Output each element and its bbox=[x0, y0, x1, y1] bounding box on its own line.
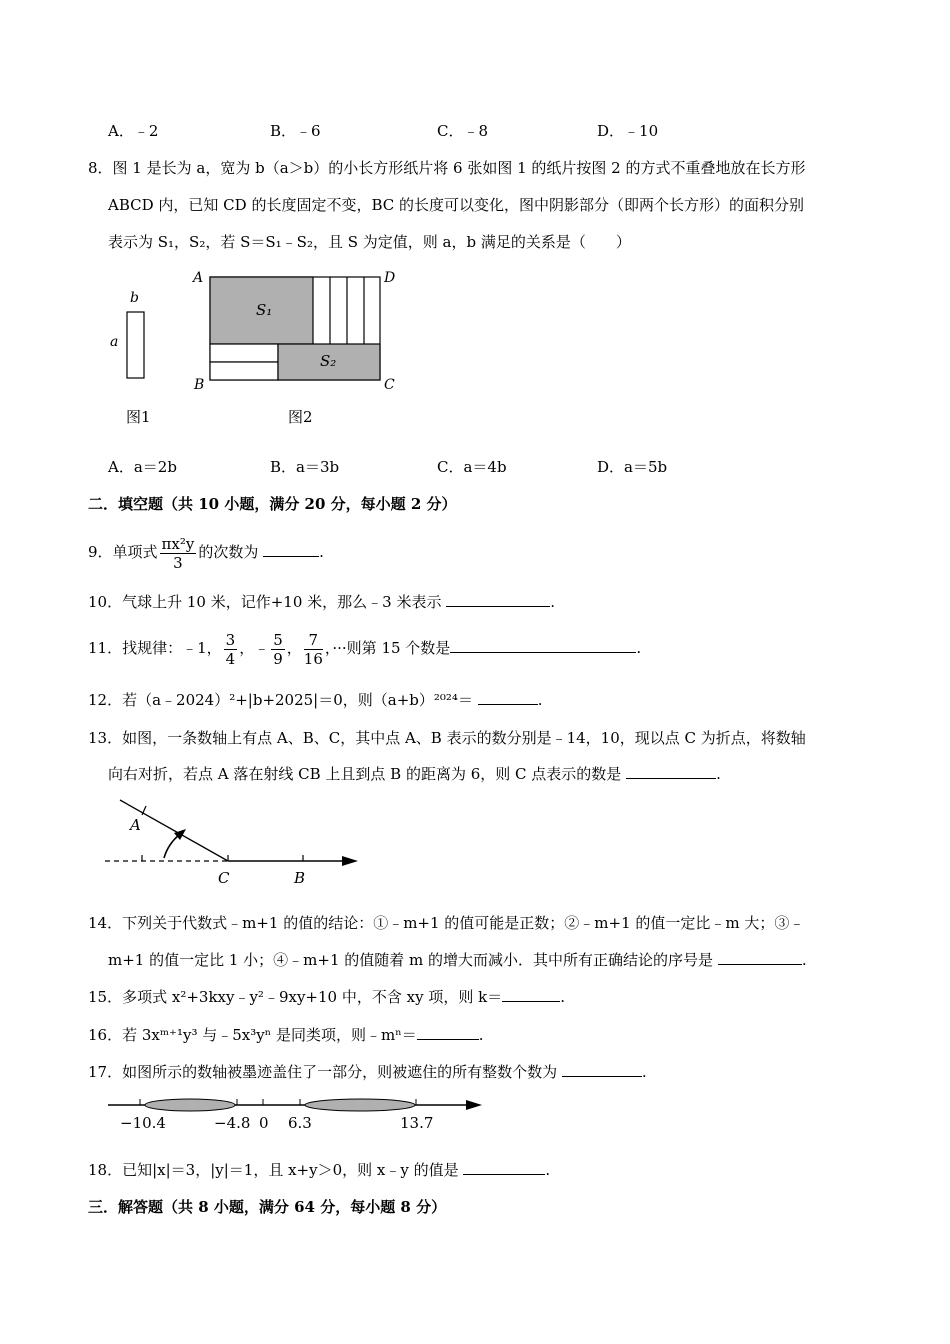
tick-label-neg4-8: −4.8 bbox=[214, 1114, 251, 1132]
q8-line1: 8．图 1 是长为 a，宽为 b（a＞b）的小长方形纸片将 6 张如图 1 的纸片按图 2 的方式不重叠地放在长方形 bbox=[88, 159, 806, 177]
fig1-label: 图1 bbox=[126, 408, 151, 426]
fig2-label: 图2 bbox=[288, 408, 313, 426]
q18: 18．已知|x|＝3，|y|＝1，且 x+y＞0，则 x﹣y 的值是 . bbox=[88, 1161, 551, 1179]
q17-blank[interactable] bbox=[562, 1062, 642, 1077]
q15: 15．多项式 x²+3kxy﹣y²﹣9xy+10 中，不含 xy 项，则 k＝ . bbox=[88, 988, 565, 1006]
q14-line2: m+1 的值一定比 1 小；④﹣m+1 的值随着 m 的增大而减小．其中所有正确结论的序号是 . bbox=[108, 951, 807, 969]
q8-line3: 表示为 S₁，S₂，若 S＝S₁﹣S₂，且 S 为定值，则 a，b 满足的关系是（ ） bbox=[108, 233, 631, 251]
q14-blank[interactable] bbox=[718, 950, 802, 965]
tick-label-0: 0 bbox=[259, 1114, 269, 1132]
q13-figure bbox=[100, 792, 370, 892]
q8-figure bbox=[100, 262, 420, 432]
tick-label-neg10-4: −10.4 bbox=[120, 1114, 166, 1132]
tick-label-6-3: 6.3 bbox=[288, 1114, 312, 1132]
q7-option-a: A．﹣2 bbox=[108, 122, 159, 140]
section-2-heading: 二．填空题（共 10 小题，满分 20 分，每小题 2 分） bbox=[88, 495, 457, 513]
fig2-D: D bbox=[384, 270, 396, 286]
q8-option-b: B．a＝3b bbox=[270, 458, 340, 476]
q7-option-d: D．﹣10 bbox=[597, 122, 659, 140]
q17: 17．如图所示的数轴被墨迹盖住了一部分，则被遮住的所有整数个数为 . bbox=[88, 1063, 647, 1081]
fig2-C: C bbox=[384, 377, 395, 393]
q8-option-c: C．a＝4b bbox=[437, 458, 507, 476]
q7-option-c: C．﹣8 bbox=[437, 122, 489, 140]
q18-blank[interactable] bbox=[463, 1160, 545, 1175]
q16: 16．若 3xᵐ⁺¹y³ 与﹣5x³yⁿ 是同类项，则﹣mⁿ＝ . bbox=[88, 1026, 484, 1044]
q12: 12．若（a﹣2024）²+|b+2025|＝0，则（a+b）²⁰²⁴＝ . bbox=[88, 691, 543, 709]
q13-line2: 向右对折，若点 A 落在射线 CB 上且到点 B 的距离为 6，则 C 点表示的数是 . bbox=[108, 765, 721, 783]
q13-C: C bbox=[218, 869, 230, 887]
ink-blot-left bbox=[145, 1099, 235, 1111]
fig1-a-label: a bbox=[110, 334, 119, 350]
q12-blank[interactable] bbox=[478, 690, 538, 705]
q16-blank[interactable] bbox=[417, 1025, 479, 1040]
ink-blot-right bbox=[305, 1099, 415, 1111]
q11-blank[interactable] bbox=[450, 638, 636, 653]
fig2-A: A bbox=[193, 270, 204, 286]
section-3-heading: 三．解答题（共 8 小题，满分 64 分，每小题 8 分） bbox=[88, 1198, 447, 1216]
q8-option-d: D．a＝5b bbox=[597, 458, 668, 476]
q13-blank[interactable] bbox=[626, 764, 716, 779]
S2-label: S₂ bbox=[320, 352, 337, 370]
q13-B: B bbox=[294, 869, 306, 887]
q9-blank[interactable] bbox=[263, 542, 319, 557]
fig1-b-label: b bbox=[130, 290, 139, 306]
fig1-rect bbox=[127, 312, 144, 378]
fig2-B: B bbox=[194, 377, 205, 393]
q14-line1: 14．下列关于代数式﹣m+1 的值的结论：①﹣m+1 的值可能是正数；②﹣m+1 的值一定比﹣m 大；③﹣ bbox=[88, 914, 805, 932]
q8-line2: ABCD 内，已知 CD 的长度固定不变，BC 的长度可以变化，图中阴影部分（即两个长方形）的面积分别 bbox=[108, 196, 804, 214]
q8-option-a: A．a＝2b bbox=[108, 458, 177, 476]
q13-line1: 13．如图，一条数轴上有点 A、B、C，其中点 A、B 表示的数分别是﹣14，10，现以点 C 为折点，将数轴 bbox=[88, 729, 806, 747]
q10-blank[interactable] bbox=[446, 592, 550, 607]
q17-number-line bbox=[100, 1090, 500, 1140]
q7-option-b: B．﹣6 bbox=[270, 122, 321, 140]
q9: 9．单项式 $\frac{\text{πx²y}}{3}$ 的次数为 . bbox=[88, 534, 324, 572]
q10: 10．气球上升 10 米，记作+10 米，那么﹣3 米表示 . bbox=[88, 593, 556, 611]
q15-blank[interactable] bbox=[502, 987, 560, 1002]
S1-label: S₁ bbox=[256, 301, 273, 319]
tick-label-13-7: 13.7 bbox=[400, 1114, 434, 1132]
q13-A: A bbox=[130, 816, 141, 834]
q11: 11．找规律：﹣1， $\frac{3}{4}$ ，﹣ $\frac{5}{9}$ ， $\frac{7}{16}$ ，···则第 15 个数是 . bbox=[88, 630, 642, 668]
